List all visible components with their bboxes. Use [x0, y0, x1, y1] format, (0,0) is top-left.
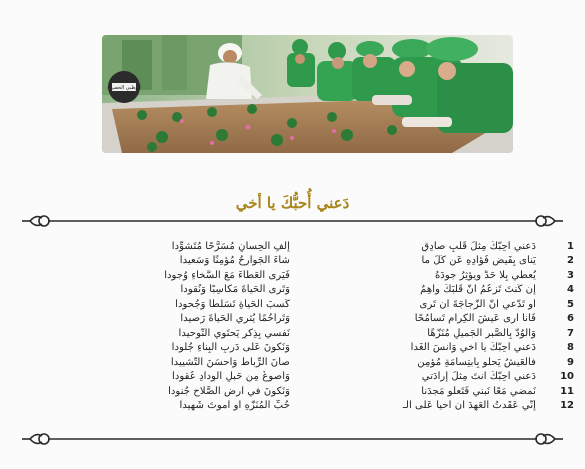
first-hemistich: دَعني أُحِبُّكَ مِثلَ قَلبٍ صادِقٍ [421, 240, 536, 252]
poem-line [38, 239, 574, 254]
poem-line [38, 370, 574, 385]
poem-line [38, 254, 574, 269]
poem-title: دَعني أُحبُّكَ يا أخي [235, 194, 350, 212]
first-hemistich: فَأَنا أَرى عَيشَ الكِرامِ تَسامُحًا [414, 313, 536, 325]
first-hemistich: نَمضي مَعًا نَبني فَتَعلو مَجدَنا [421, 385, 536, 397]
second-hemistich: وَتَرى الحَياةَ مَكاسِبًا وَنُقودا [180, 284, 290, 296]
poem-line [38, 399, 574, 414]
line-number: 1 [567, 240, 574, 252]
first-hemistich: إِنّي عَقَدتُ العَهدَ أَن أَحيا عَلى الـ [402, 400, 536, 412]
line-number: 12 [560, 400, 574, 412]
second-hemistich: وَأَصوغُ مِن حَبلِ الوِدادِ عُقودا [172, 371, 290, 383]
first-hemistich: يَنأى بِفَيضِ فُؤادِهِ عَن كُلِّ ما [421, 255, 536, 267]
poem-line [38, 283, 574, 298]
line-number: 8 [567, 342, 574, 354]
second-hemistich: شاءَ الجَوارِحُ مُؤمِنًا وَسَعيدا [179, 255, 290, 267]
second-hemistich: فَيَرى العَطاءَ مَعَ السَّخاءِ وُجودا [164, 269, 290, 281]
second-hemistich: حُبِّ المُنَزَّهِ أَو أَموتَ شَهيدا [179, 400, 290, 412]
second-hemistich: كَسبَ الحَياةِ تَسَلُّطًا وَجُحودا [175, 298, 290, 310]
poem-line [38, 326, 574, 341]
bottom-divider [0, 430, 585, 448]
line-number: 2 [567, 255, 574, 267]
second-hemistich: وَتَراحُمًا يُثري الحَياةَ رَصيدا [180, 313, 290, 325]
poem-body [38, 239, 574, 413]
line-number: 9 [567, 356, 574, 368]
poem-line [38, 312, 574, 327]
garden-photo [102, 35, 513, 153]
line-number: 3 [567, 269, 574, 281]
line-number: 11 [560, 385, 574, 397]
badge-text: أبوظبي الخضراء [107, 85, 141, 91]
first-hemistich: وَالوُدُّ بِالصَّبرِ الجَميلِ مُنَزَّهًا [427, 327, 536, 339]
second-hemistich: نَفسي بِذِكرٍ يَحتَوي التَّوحيدا [178, 327, 290, 339]
poem-line [38, 341, 574, 356]
first-hemistich: دَعني أُحِبُّكَ أَنتَ مِثلَ إِرادَتي [421, 371, 536, 383]
second-hemistich: صانَ الرِّباطَ وَأَحسَنَ التَّشييدا [170, 356, 290, 368]
line-number: 6 [567, 313, 574, 325]
top-divider [0, 212, 585, 230]
second-hemistich: وَنَكونَ في أَرضِ الصَّلاحِ جُنودا [168, 385, 290, 397]
first-hemistich: دَعني أُحِبُّكَ يا أَخي وَأَنسَ الغَدا [410, 342, 536, 354]
line-number: 10 [560, 371, 574, 383]
poem-line [38, 268, 574, 283]
first-hemistich: فالعَيشُ يَحلو بِابتِسامَةِ مُؤمِنٍ [417, 356, 536, 368]
second-hemistich: إِلفِ الحِسانِ مُسَرَّحًا مُتَشوِّدا [171, 240, 290, 252]
line-number: 4 [567, 284, 574, 296]
line-number: 7 [567, 327, 574, 339]
poem-line [38, 355, 574, 370]
first-hemistich: يُعطي بِلا حَدٍّ ويؤثِرُ جودَهُ [434, 269, 536, 281]
first-hemistich: إِن كُنتَ تَزعُمُ أَنَّ قَلبَكَ واهِمٌ [420, 284, 536, 296]
first-hemistich: أَو تَدَّعي أَنَّ الزُّجاجَةَ أَن تَرى [419, 298, 536, 310]
poem-line [38, 384, 574, 399]
line-number: 5 [567, 298, 574, 310]
poem-line [38, 297, 574, 312]
second-hemistich: وَنَكونَ عَلى دَربِ البِناءِ جُلودا [171, 342, 290, 354]
